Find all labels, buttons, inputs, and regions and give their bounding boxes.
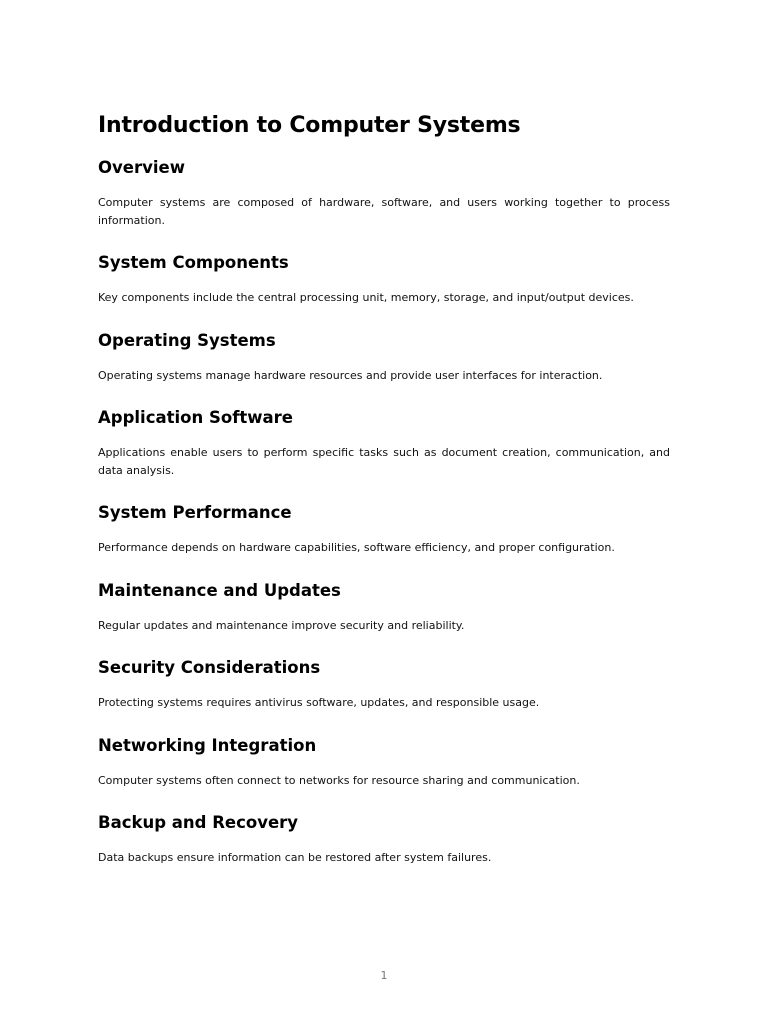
section-body: Data backups ensure information can be restored after system failures. xyxy=(98,851,492,864)
section-body: Performance depends on hardware capabilities, software efficiency, and proper configuration. xyxy=(98,541,615,554)
section-heading: System Performance xyxy=(98,503,292,522)
section-operating-systems xyxy=(98,329,670,385)
section-heading: Maintenance and Updates xyxy=(98,580,341,600)
section-heading: System Components xyxy=(98,253,289,272)
section-body: Key components include the central processing unit, memory, storage, and input/output devices. xyxy=(98,291,634,304)
section-body: Computer systems often connect to networks for resource sharing and communication. xyxy=(98,773,580,787)
section-security-considerations xyxy=(98,656,670,712)
section-maintenance-updates xyxy=(98,579,670,635)
document-title: Introduction to Computer Systems xyxy=(98,113,521,138)
section-body: Computer systems are composed of hardware, software, and users working together to process information. xyxy=(98,196,670,227)
section-system-components xyxy=(98,251,670,307)
section-backup-recovery xyxy=(98,811,670,867)
section-application-software xyxy=(98,406,670,479)
section-networking-integration xyxy=(98,734,670,790)
section-heading: Application Software xyxy=(98,408,293,427)
page-number: 1 xyxy=(380,969,388,982)
section-heading: Operating Systems xyxy=(98,330,276,350)
section-overview xyxy=(98,156,670,229)
section-body: Applications enable users to perform specific tasks such as document creation, communication, and data analysis. xyxy=(98,446,670,477)
section-heading: Networking Integration xyxy=(98,735,317,755)
section-body: Protecting systems requires antivirus software, updates, and responsible usage. xyxy=(98,696,540,709)
document-page xyxy=(98,110,670,889)
section-heading: Security Considerations xyxy=(98,658,321,677)
section-body: Operating systems manage hardware resources and provide user interfaces for interaction. xyxy=(98,368,603,382)
section-heading: Backup and Recovery xyxy=(98,813,299,832)
section-body: Regular updates and maintenance improve security and reliability. xyxy=(98,618,465,632)
section-heading: Overview xyxy=(98,158,185,177)
section-system-performance xyxy=(98,501,670,557)
